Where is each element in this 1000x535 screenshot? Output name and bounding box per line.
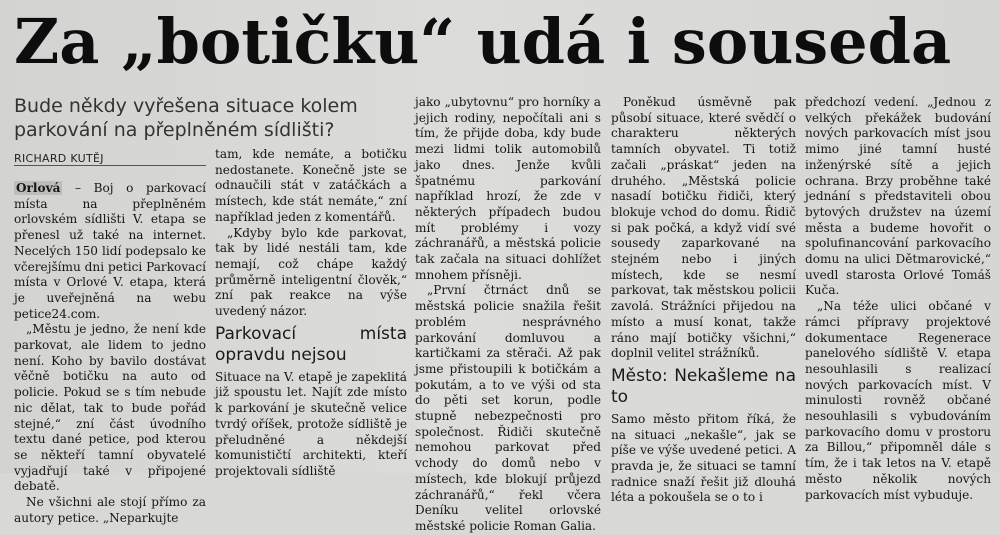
- column-2: [215, 147, 407, 480]
- column-3: [415, 95, 601, 535]
- byline-rule: [14, 165, 206, 166]
- paragraph: „První čtrnáct dnů se městská policie snažila řešit problém nesprávného parkování domluvou a kartičkami za stěrači. Až pak jsme přistoupili k botičkám a pokutám, a to ve výši od sta do pěti set korun, podle stupně nebezpečnosti pro společnost. Řidiči skutečně nemohou parkovat před vchody do domů nebo v místech, kde blokují průjezd záchranářů,“ řekl včera Deníku velitel orlovské městské policie Roman Galia.: [415, 283, 601, 533]
- paragraph: Poněkud úsměvně pak působí situace, které svědčí o charakteru některých tamních obyvatel. Ti totiž začali „práskat“ jeden na druhého. „Městská policie nasadí botičku řidiči, který blokuje vchod do domu. Řidič si pak počká, a když vidí své sousedy zaparkované na stejném nebo i jiných místech, kde se nesmí parkovat, tak městskou policii zavolá. Strážníci přijedou na místo a musí konat, takže ráno mají botičky všichni,“ doplnil velitel strážníků.: [611, 95, 796, 361]
- paragraph: předchozí vedení. „Jednou z velkých překážek budování nových parkovacích míst jsou mimo jiné tamní husté inženýrské sítě a jejich ochrana. Brzy proběhne také jednání s představiteli obou bytových družstev na území města a budeme hovořit o spolufinancování parkovacího domu na ulici Dětmarovické,“ uvedl starosta Orlové Tomáš Kuča.: [805, 95, 991, 298]
- paragraph: Situace na V. etapě je zapeklitá již spoustu let. Najít zde místo k parkování je skutečně velice tvrdý oříšek, protože sídliště je přeludněné a někdejší komunističtí architekti, kteří projektovali sídliště: [215, 369, 407, 478]
- paragraph: „Městu je jedno, že není kde parkovat, ale lidem to jedno není. Koho by bavilo dostávat věčně botičku na auto od policie. Pokud se s tím nebude nic dělat, tak to bude pořád stejné,“ zní část úvodního textu dané petice, pod kterou se někteří tamní obyvatelé vyjadřují také v připojené debatě.: [14, 322, 206, 494]
- paragraph: [14, 181, 206, 322]
- paragraph: jako „ubytovnu“ pro horníky a jejich rodiny, nepočítali ani s tím, že přijde doba, kdy bude mezi lidmi tolik automobilů jako dnes. Jenže kvůli špatnému parkování například hrozí, že zde v některých případech budou mít problémy i vozy záchranářů, a městská policie tak začala na situaci dohlížet mnohem přísněji.: [415, 95, 601, 282]
- paragraph: tam, kde nemáte, a botičku nedostanete. Konečně jste se odnaučili stát v zatáčkách a místech, kde stát nemáte,“ zní například jeden z komentářů.: [215, 147, 407, 224]
- paragraph: Samo město přitom říká, že na situaci „nekašle“, jak se píše ve výše uvedené petici. A pravda je, že situaci se tamní radnice snaží řešit již dlouhá léta a pokoušela se o to i: [611, 411, 796, 505]
- byline-author: RICHARD KUTĚJ: [14, 152, 104, 165]
- column-4: [611, 95, 796, 506]
- section-subhead: Město: Nekašleme na to: [611, 365, 796, 407]
- paragraph: Ne všichni ale stojí přímo za autory petice. „Neparkujte: [14, 495, 206, 525]
- deck-subtitle: Bude někdy vyřešena situace kolem parkování na přeplněném sídlišti?: [14, 95, 358, 141]
- headline: Za „botičku“ udá i souseda: [14, 5, 952, 78]
- column-1: [14, 181, 206, 526]
- paragraph-text: – Boj o parkovací místa na přeplněném orlovském sídlišti V. etapa se přenesl už také na internet. Necelých 150 lidí podepsalo ke včerejšímu dni petici Parkovací místa v Orlové V. etapa, která je uveřejněná na webu petice24.com.: [14, 181, 206, 321]
- paragraph: „Na téže ulici občané v rámci přípravy projektové dokumentace Regenerace panelového sídliště V. etapa nesouhlasili s realizací nových parkovacích míst. V minulosti rovněž občané nesouhlasili s vybudováním parkovacího domu v prostoru za Billou,“ připomněl dále s tím, že i tak letos na V. etapě město několik nových parkovacích míst vybuduje.: [805, 299, 991, 502]
- paragraph: „Kdyby bylo kde parkovat, tak by lidé nestáli tam, kde nemají, což chápe každý průměrně inteligentní člověk,“ zní pak reakce na výše uvedený názor.: [215, 225, 407, 319]
- dateline-place: Orlová: [16, 181, 61, 195]
- section-subhead: Parkovací místa opravdu nejsou: [215, 323, 407, 365]
- column-5: [805, 95, 991, 503]
